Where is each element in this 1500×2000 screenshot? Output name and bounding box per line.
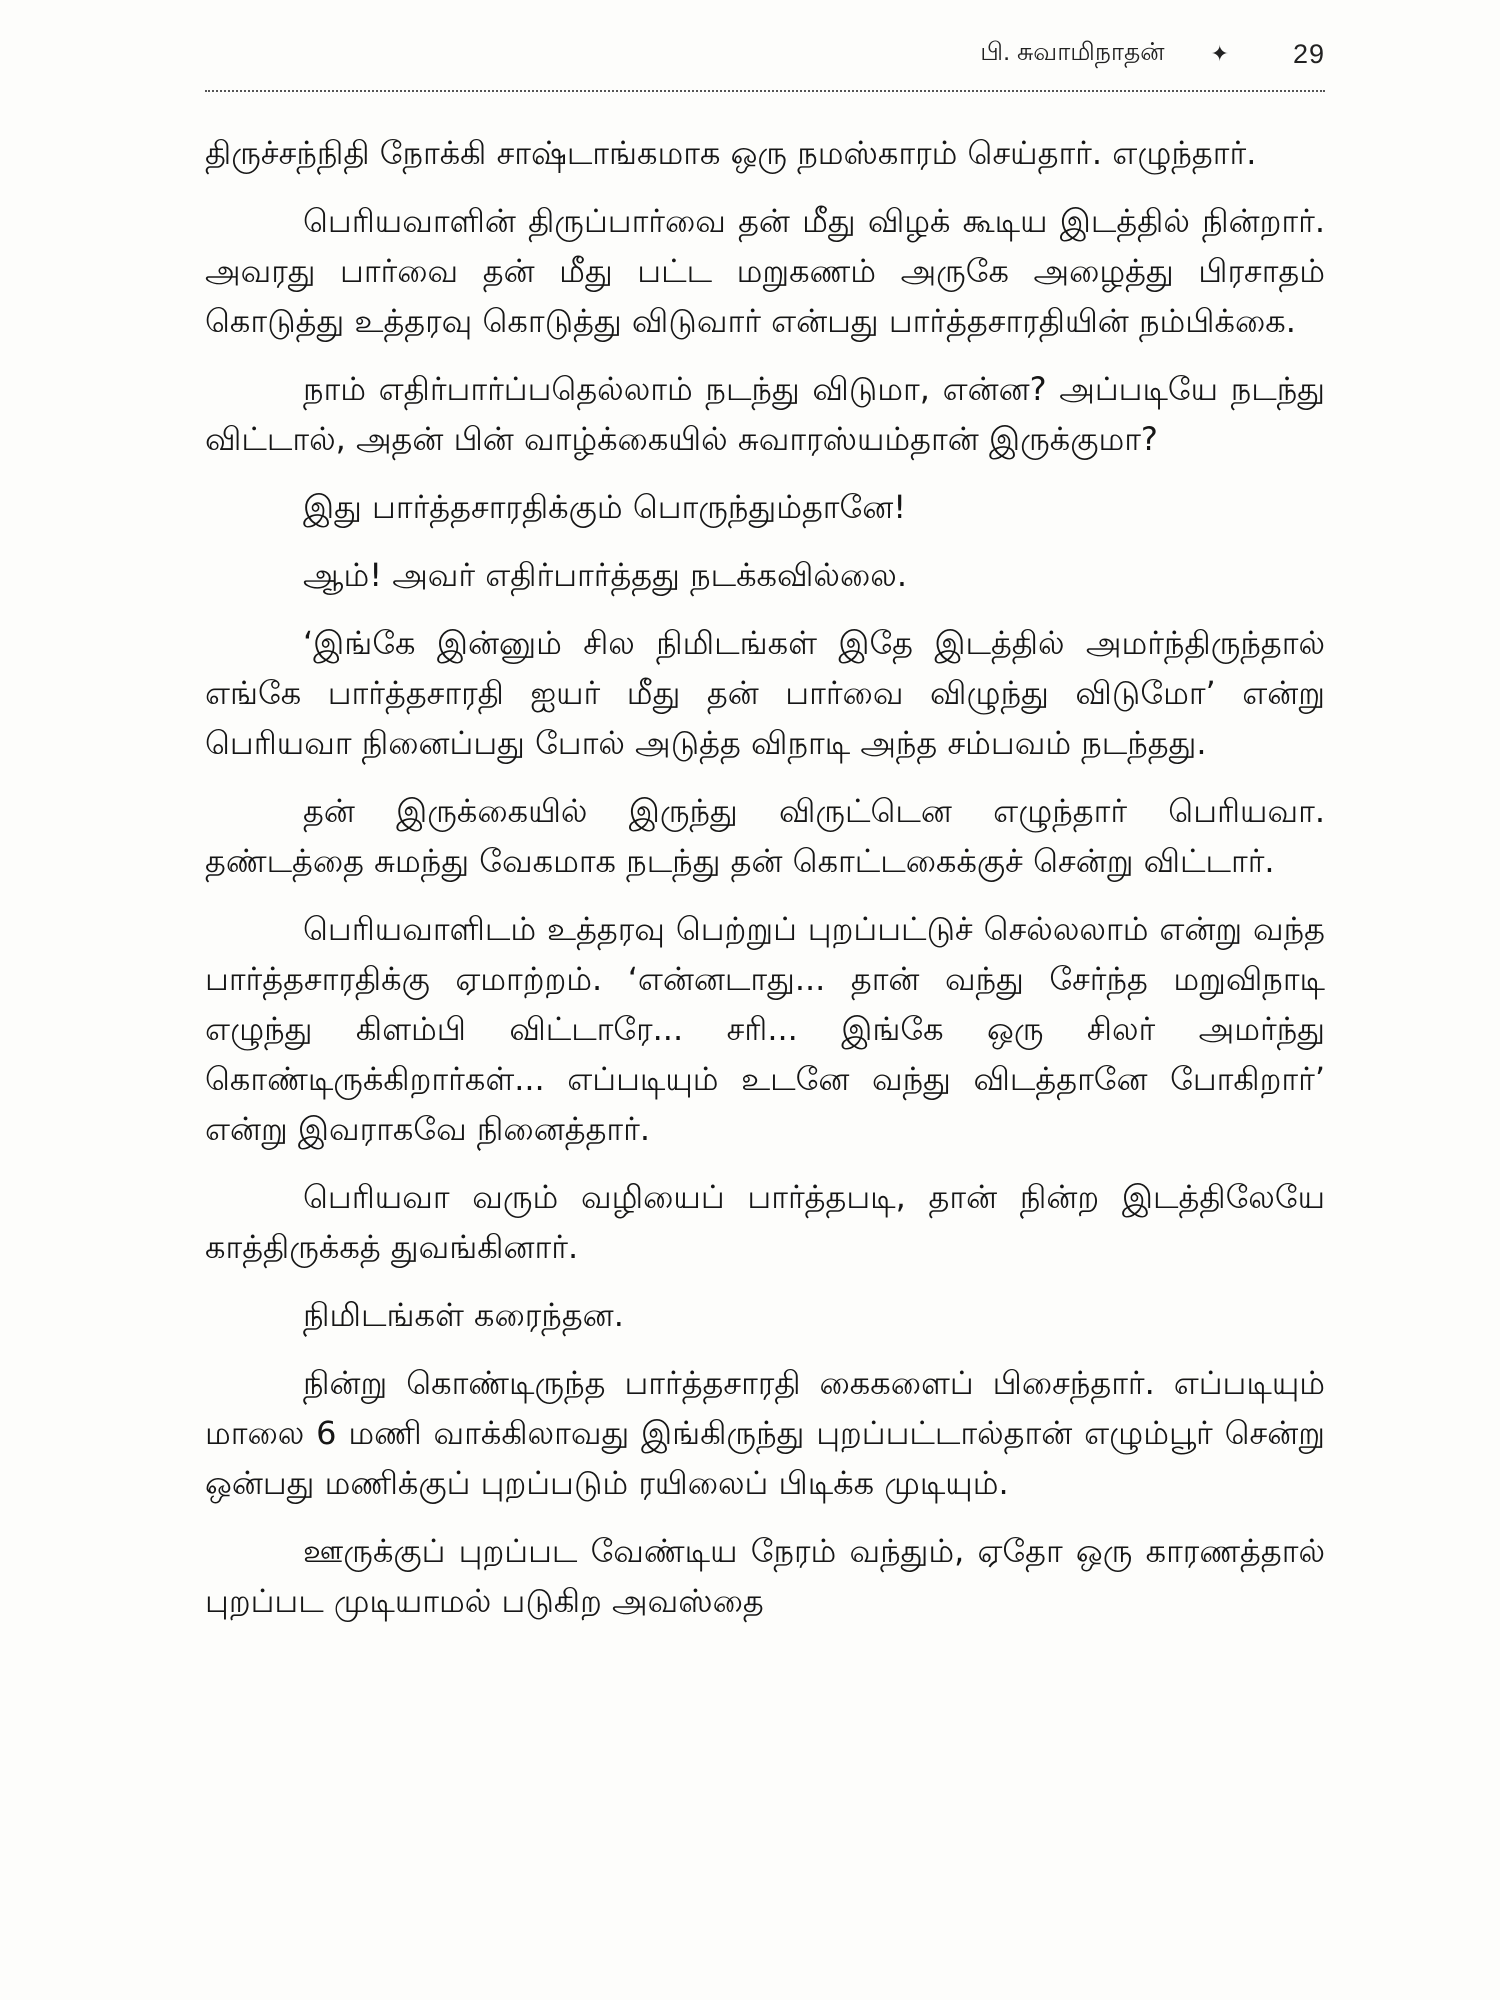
page-number: 29 xyxy=(1292,38,1325,69)
paragraph: ஆம்! அவர் எதிர்பார்த்தது நடக்கவில்லை. xyxy=(303,556,907,594)
paragraph: நின்று கொண்டிருந்த பார்த்தசாரதி கைகளைப் பிசைந்தார். எப்படியும் மாலை 6 மணி வாக்கிலாவது இங்கிருந்து புறப்பட்டால்தான் எழும்பூர் சென்று ஒன்பது மணிக்குப் புறப்படும் ரயிலைப் பிடிக்க முடியும். xyxy=(205,1364,1325,1502)
paragraph: ஊருக்குப் புறப்பட வேண்டிய நேரம் வந்தும், ஏதோ ஒரு காரணத்தால் புறப்பட முடியாமல் படுகிற அவஸ்தை xyxy=(205,1532,1325,1620)
body-text xyxy=(205,128,1325,1988)
paragraph: ‘இங்கே இன்னும் சில நிமிடங்கள் இதே இடத்தில் அமர்ந்திருந்தால் எங்கே பார்த்தசாரதி ஐயர் மீது தன் பார்வை விழுந்து விடுமோ’ என்று பெரியவா நினைப்பது போல் அடுத்த விநாடி அந்த சம்பவம் நடந்தது. xyxy=(205,624,1325,762)
paragraph: நிமிடங்கள் கரைந்தன. xyxy=(303,1296,624,1334)
paragraph: இது பார்த்தசாரதிக்கும் பொருந்தும்தானே! xyxy=(303,488,907,526)
paragraph: பெரியவா வரும் வழியைப் பார்த்தபடி, தான் நின்ற இடத்திலேயே காத்திருக்கத் துவங்கினார். xyxy=(205,1178,1325,1266)
paragraph: தன் இருக்கையில் இருந்து விருட்டென எழுந்தார் பெரியவா. தண்டத்தை சுமந்து வேகமாக நடந்து தன் கொட்டகைக்குச் சென்று விட்டார். xyxy=(205,792,1325,880)
running-header xyxy=(205,34,1325,74)
paragraph-continuation: திருச்சந்நிதி நோக்கி சாஷ்டாங்கமாக ஒரு நமஸ்காரம் செய்தார். எழுந்தார். xyxy=(205,134,1257,172)
paragraph: பெரியவாளிடம் உத்தரவு பெற்றுப் புறப்பட்டுச் செல்லலாம் என்று வந்த பார்த்தசாரதிக்கு ஏமாற்றம். ‘என்னடாது... தான் வந்து சேர்ந்த மறுவிநாடி எழுந்து கிளம்பி விட்டாரே... சரி... இங்கே ஒரு சிலர் அமர்ந்து கொண்டிருக்கிறார்கள்... எப்படியும் உடனே வந்து விடத்தானே போகிறார்’ என்று இவராகவே நினைத்தார். xyxy=(205,910,1325,1148)
header-ornament-icon: ✦ xyxy=(1210,41,1229,66)
paragraph: பெரியவாளின் திருப்பார்வை தன் மீது விழக் கூடிய இடத்தில் நின்றார். அவரது பார்வை தன் மீது பட்ட மறுகணம் அருகே அழைத்து பிரசாதம் கொடுத்து உத்தரவு கொடுத்து விடுவார் என்பது பார்த்தசாரதியின் நம்பிக்கை. xyxy=(205,202,1325,340)
header-divider xyxy=(205,90,1325,92)
header-author: பி. சுவாமிநாதன் xyxy=(980,38,1165,66)
paragraph: நாம் எதிர்பார்ப்பதெல்லாம் நடந்து விடுமா, என்ன? அப்படியே நடந்து விட்டால், அதன் பின் வாழ்க்கையில் சுவாரஸ்யம்தான் இருக்குமா? xyxy=(205,370,1325,458)
